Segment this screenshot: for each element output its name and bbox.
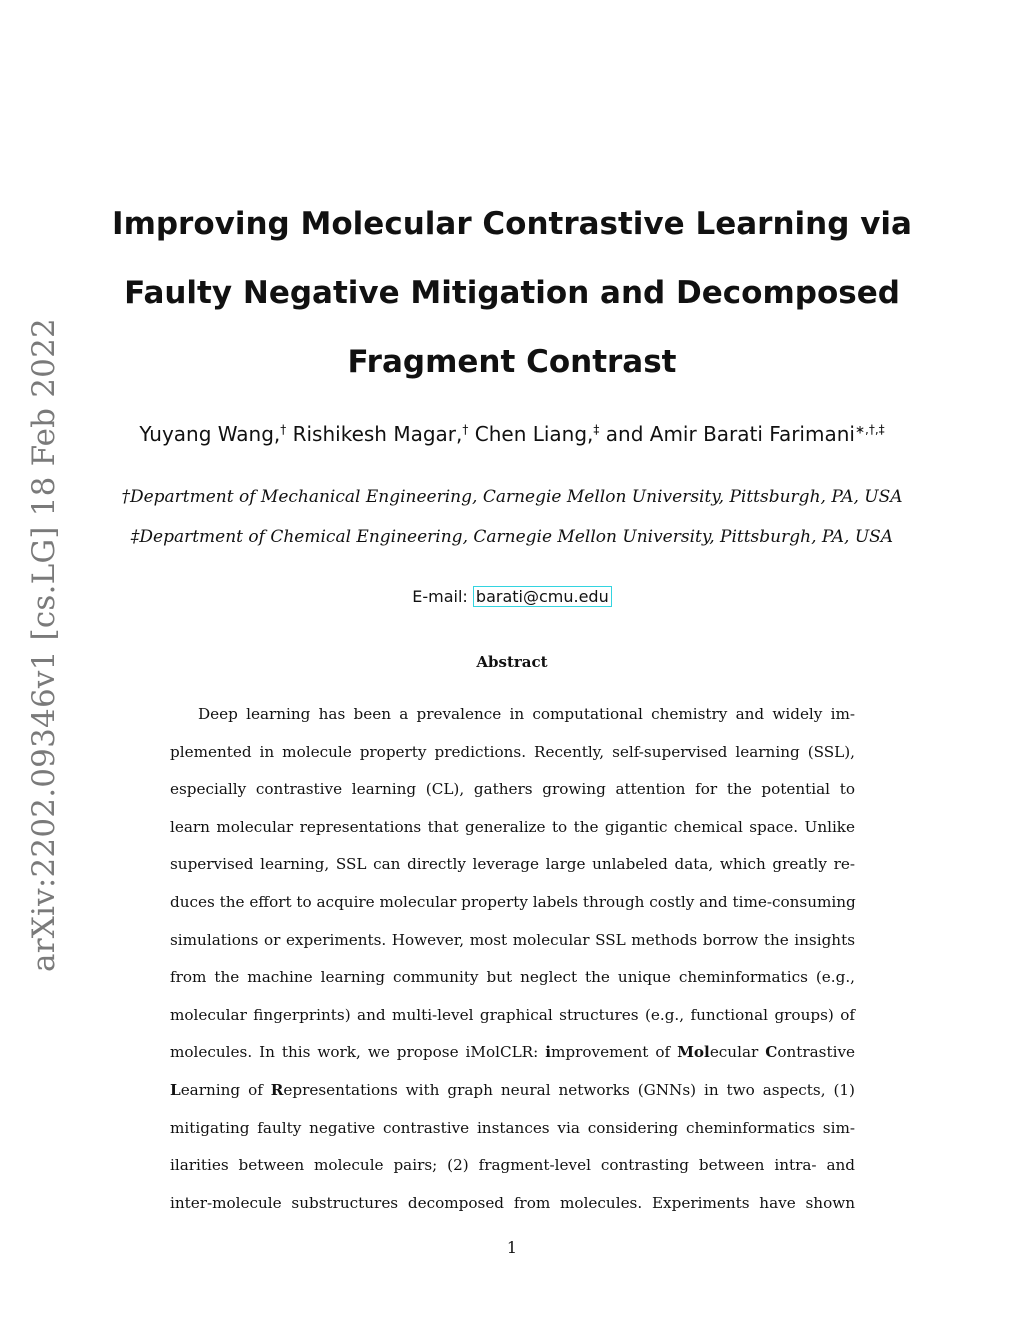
paper-title — [112, 190, 912, 397]
author-name: Yuyang Wang, — [139, 422, 281, 446]
affiliation-mechanical: †Department of Mechanical Engineering, Carnegie Mellon University, Pittsburgh, PA, USA — [121, 487, 903, 507]
author-name: and Amir Barati Farimani — [599, 422, 855, 446]
abstract-body — [170, 696, 855, 1222]
abstract-line: plemented in molecule property predictions. Recently, self-supervised learning (SSL), — [170, 742, 855, 761]
bold-initial: L — [170, 1080, 181, 1099]
abstract-line: ilarities between molecule pairs; (2) fragment-level contrasting between intra- and — [170, 1156, 855, 1175]
contact-email — [0, 587, 1024, 606]
abstract-line: from the machine learning community but neglect the unique cheminformatics (e.g., — [170, 968, 855, 987]
affiliation-mark: † — [462, 422, 469, 437]
author-name: Rishikesh Magar, — [286, 422, 463, 446]
abstract-line: duces the effort to acquire molecular property labels through costly and time-consuming — [170, 892, 856, 911]
abstract-heading: Abstract — [476, 653, 548, 671]
text-run: molecules. In this work, we propose iMolCLR: — [170, 1043, 546, 1062]
abstract-line: supervised learning, SSL can directly leverage large unlabeled data, which greatly re- — [170, 855, 855, 874]
author-name: Chen Liang, — [468, 422, 594, 446]
abstract-line: learn molecular representations that generalize to the gigantic chemical space. Unlike — [170, 817, 855, 836]
page-number: 1 — [506, 1238, 518, 1257]
title-line: Improving Molecular Contrastive Learning via — [112, 206, 912, 242]
affiliation-mark: † — [280, 422, 287, 437]
text-run: ecular — [709, 1043, 766, 1062]
arxiv-sidebar-stamp: arXiv:2202.09346v1 [cs.LG] 18 Feb 2022 — [26, 318, 62, 972]
abstract-line: inter-molecule substructures decomposed from molecules. Experiments have shown — [170, 1193, 855, 1212]
text-run: earning of — [180, 1080, 271, 1099]
email-link[interactable]: barati@cmu.edu — [473, 586, 612, 607]
bold-initial: C — [765, 1043, 778, 1062]
abstract-line — [170, 1034, 855, 1072]
title-line: Fragment Contrast — [347, 344, 677, 380]
affiliation-mark: ∗,†,‡ — [854, 422, 885, 437]
bold-initial: i — [545, 1043, 551, 1062]
abstract-line: Deep learning has been a prevalence in computational chemistry and widely im- — [198, 705, 855, 723]
bold-initial: Mol — [677, 1043, 710, 1062]
email-label: E-mail: — [412, 587, 473, 606]
abstract-line: especially contrastive learning (CL), gathers growing attention for the potential to — [170, 780, 855, 799]
affiliation-chemical: ‡Department of Chemical Engineering, Carnegie Mellon University, Pittsburgh, PA, USA — [130, 527, 894, 547]
text-run: mprovement of — [550, 1043, 678, 1062]
text-run: epresentations with graph neural networks (GNNs) in two aspects, (1) — [283, 1080, 855, 1099]
abstract-line — [170, 1072, 855, 1110]
bold-initial: R — [270, 1080, 284, 1099]
affiliation-mark: ‡ — [593, 422, 600, 437]
text-run: ontrastive — [777, 1043, 856, 1062]
abstract-line: mitigating faulty negative contrastive instances via considering cheminformatics sim- — [170, 1118, 855, 1137]
title-line: Faulty Negative Mitigation and Decomposed — [124, 275, 900, 311]
abstract-line: molecular fingerprints) and multi-level graphical structures (e.g., functional groups) of — [170, 1005, 855, 1024]
abstract-line: simulations or experiments. However, most molecular SSL methods borrow the insights — [170, 930, 855, 949]
author-list — [0, 422, 1024, 446]
